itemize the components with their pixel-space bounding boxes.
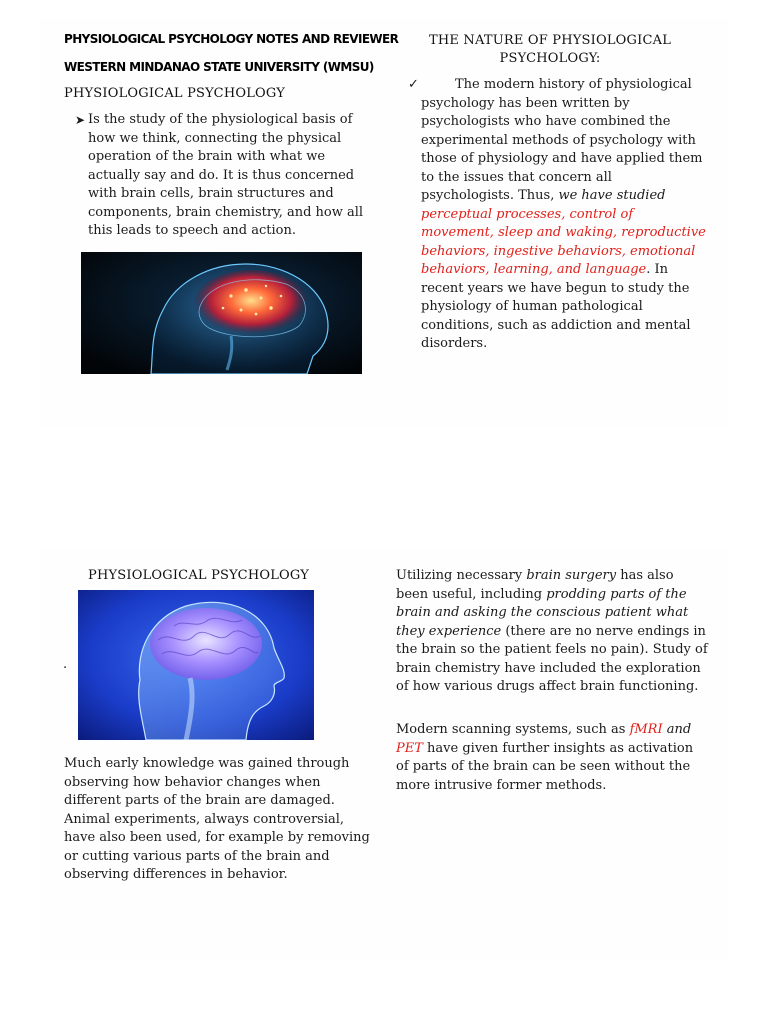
glowing-brain-image	[81, 252, 362, 374]
nature-paragraph: ✓ The modern history of physiological psychology has been written by psychologists who have combined the experimental methods of psychology with those of physiology and have applied them to the issues that concern all psychologists. Thus, we have studied perceptual processes, control of movement, sleep and waking, reproductive behaviors, ingestive behaviors, emotional behaviors, learning, and language. In recent years we have begun to study the physiology of human pathological conditions, such as addiction and mental disorders.	[408, 77, 706, 351]
left-section-title: PHYSIOLOGICAL PSYCHOLOGY	[64, 86, 286, 101]
header-title: PHYSIOLOGICAL PSYCHOLOGY NOTES AND REVIEWER	[64, 32, 399, 46]
checkmark-icon: ✓	[408, 77, 419, 92]
fmri-term: fMRI	[629, 722, 663, 737]
right-section-title: THE NATURE OF PHYSIOLOGICAL PSYCHOLOGY:	[428, 33, 672, 66]
scanning-paragraph: Modern scanning systems, such as fMRI and PET have given further insights as activation of parts of the brain can be seen without the more intrusive former methods.	[396, 722, 694, 793]
definition-bullet	[75, 111, 378, 241]
header-university: WESTERN MINDANAO STATE UNIVERSITY (WMSU)	[64, 60, 374, 74]
pet-term: PET	[396, 740, 423, 756]
arrow-bullet-icon: ➤	[75, 113, 86, 127]
blue-head-brain-image	[78, 590, 314, 740]
topics-list: perceptual processes, control of movement, sleep and waking, reproductive behaviors, ingestive behaviors, emotional behaviors, learning, and language	[421, 206, 706, 277]
brain-surgery-paragraph: Utilizing necessary brain surgery has also been useful, including prodding parts of the brain and asking the conscious patient what they experience (there are no nerve endings in the brain so the patient feels no pain). Study of brain chemistry have included the exploration of how various drugs affect brain functioning.	[396, 568, 708, 694]
stray-dot: .	[63, 657, 68, 672]
definition-text: Is the study of the physiological basis of how we think, connecting the physical operation of the brain with what we actually say and do. It is thus concerned with brain cells, brain structures and components, brain chemistry, and how all this leads to speech and action.	[88, 112, 364, 238]
document-page-1	[40, 18, 728, 426]
document-page-2	[40, 548, 728, 960]
early-knowledge-paragraph: Much early knowledge was gained through observing how behavior changes when different parts of the brain are damaged. Animal experiments, always controversial, have also been used, for example by removing or cutting various parts of the brain and observing differences in behavior.	[64, 756, 370, 882]
left-section-title-2: PHYSIOLOGICAL PSYCHOLOGY	[88, 568, 310, 583]
